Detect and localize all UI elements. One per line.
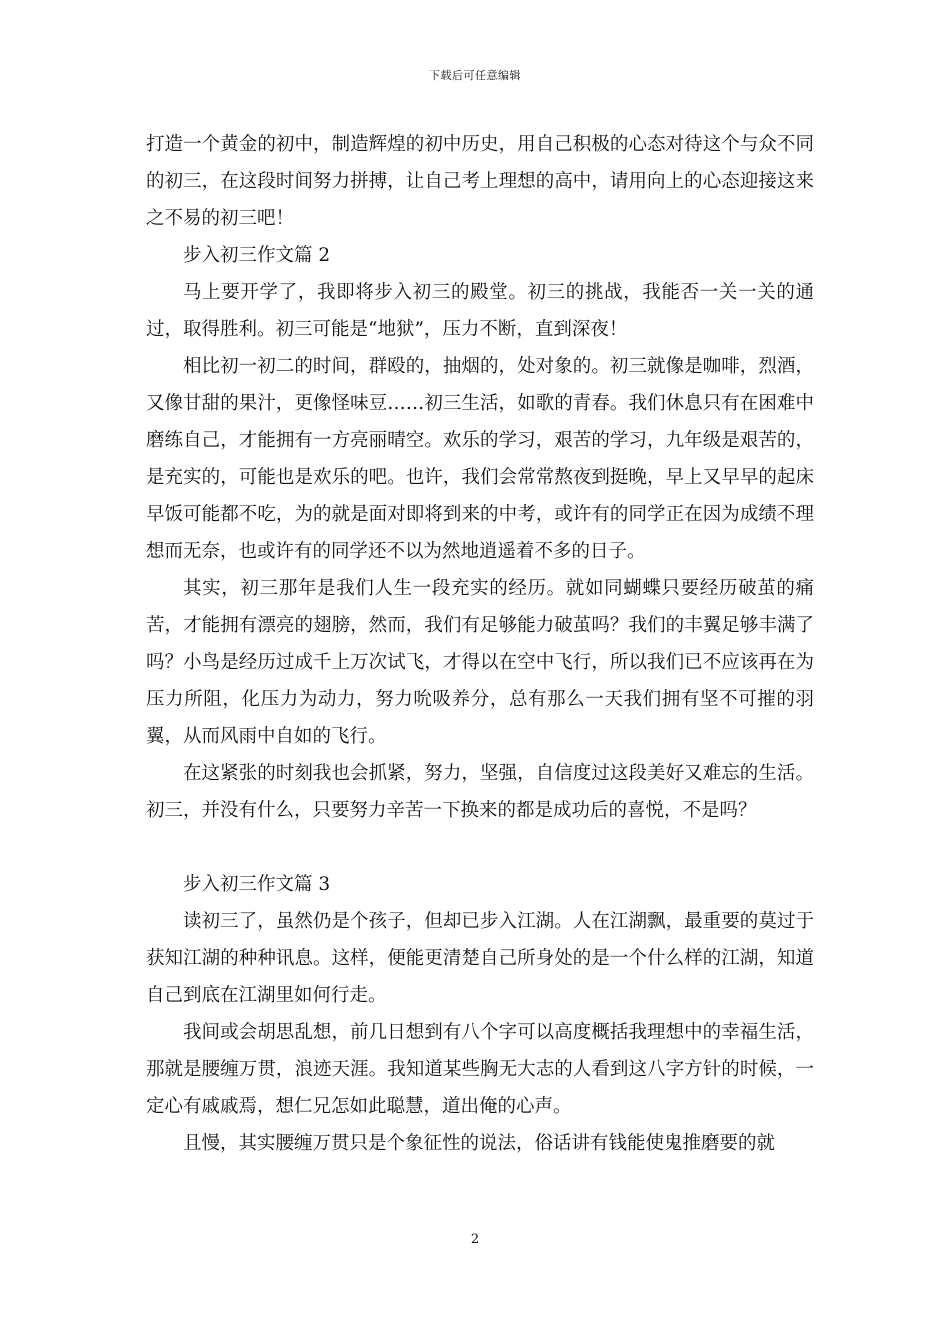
- page-number: 2: [470, 1232, 480, 1247]
- section-heading-3: 步入初三作文篇 3: [183, 874, 331, 895]
- paragraph: 打造一个黄金的初中，制造辉煌的初中历史，用自己积极的心态对待这个与众不同的初三，在这段时间努力拼搏，让自己考上理想的高中，请用向上的心态迎接这来之不易的初三吧！: [146, 134, 814, 229]
- paragraph: 在这紧张的时刻我也会抓紧，努力，坚强，自信度过这段美好又难忘的生活。初三，并没有什么，只要努力辛苦一下换来的都是成功后的喜悦，不是吗？: [146, 763, 814, 821]
- paragraph: 读初三了，虽然仍是个孩子，但却已步入江湖。人在江湖飘，最重要的莫过于获知江湖的种种讯息。这样，便能更清楚自己所身处的是一个什么样的江湖，知道自己到底在江湖里如何行走。: [146, 911, 814, 1006]
- section-heading-2: 步入初三作文篇 2: [183, 245, 331, 266]
- paragraph: 我间或会胡思乱想，前几日想到有八个字可以高度概括我理想中的幸福生活，那就是腰缠万贯，浪迹天涯。我知道某些胸无大志的人看到这八字方针的时候，一定心有戚戚焉，想仁兄怎如此聪慧，道出俺的心声。: [146, 1022, 814, 1117]
- paragraph: 其实，初三那年是我们人生一段充实的经历。就如同蝴蝶只要经历破茧的痛苦，才能拥有漂亮的翅膀，然而，我们有足够能力破茧吗？我们的丰翼足够丰满了吗？小鸟是经历过成千上万次试飞，才得以在空中飞行，所以我们已不应该再在为压力所阻，化压力为动力，努力吮吸养分，总有那么一天我们拥有坚不可摧的羽翼，从而风雨中自如的飞行。: [146, 578, 814, 747]
- paragraph: 相比初一初二的时间，群殴的，抽烟的，处对象的。初三就像是咖啡，烈酒，又像甘甜的果汁，更像怪味豆……初三生活，如歌的青春。我们休息只有在困难中磨练自己，才能拥有一方亮丽晴空。欢乐的学习，艰苦的学习，九年级是艰苦的，是充实的，可能也是欢乐的吧。也许，我们会常常熬夜到挺晚，早上又早早的起床早饭可能都不吃，为的就是面对即将到来的中考，或许有的同学正在因为成绩不理想而无奈，也或许有的同学还不以为然地逍遥着不多的日子。: [146, 356, 814, 562]
- paragraph: 且慢，其实腰缠万贯只是个象征性的说法，俗话讲有钱能使鬼推磨要的就: [183, 1133, 776, 1154]
- blank-line: [146, 829, 814, 866]
- document-body: [146, 126, 814, 1162]
- page-header-note: 下载后可任意编辑: [429, 69, 521, 82]
- paragraph: 马上要开学了，我即将步入初三的殿堂。初三的挑战，我能否一关一关的通过，取得胜利。初三可能是“地狱”，压力不断，直到深夜！: [146, 282, 814, 340]
